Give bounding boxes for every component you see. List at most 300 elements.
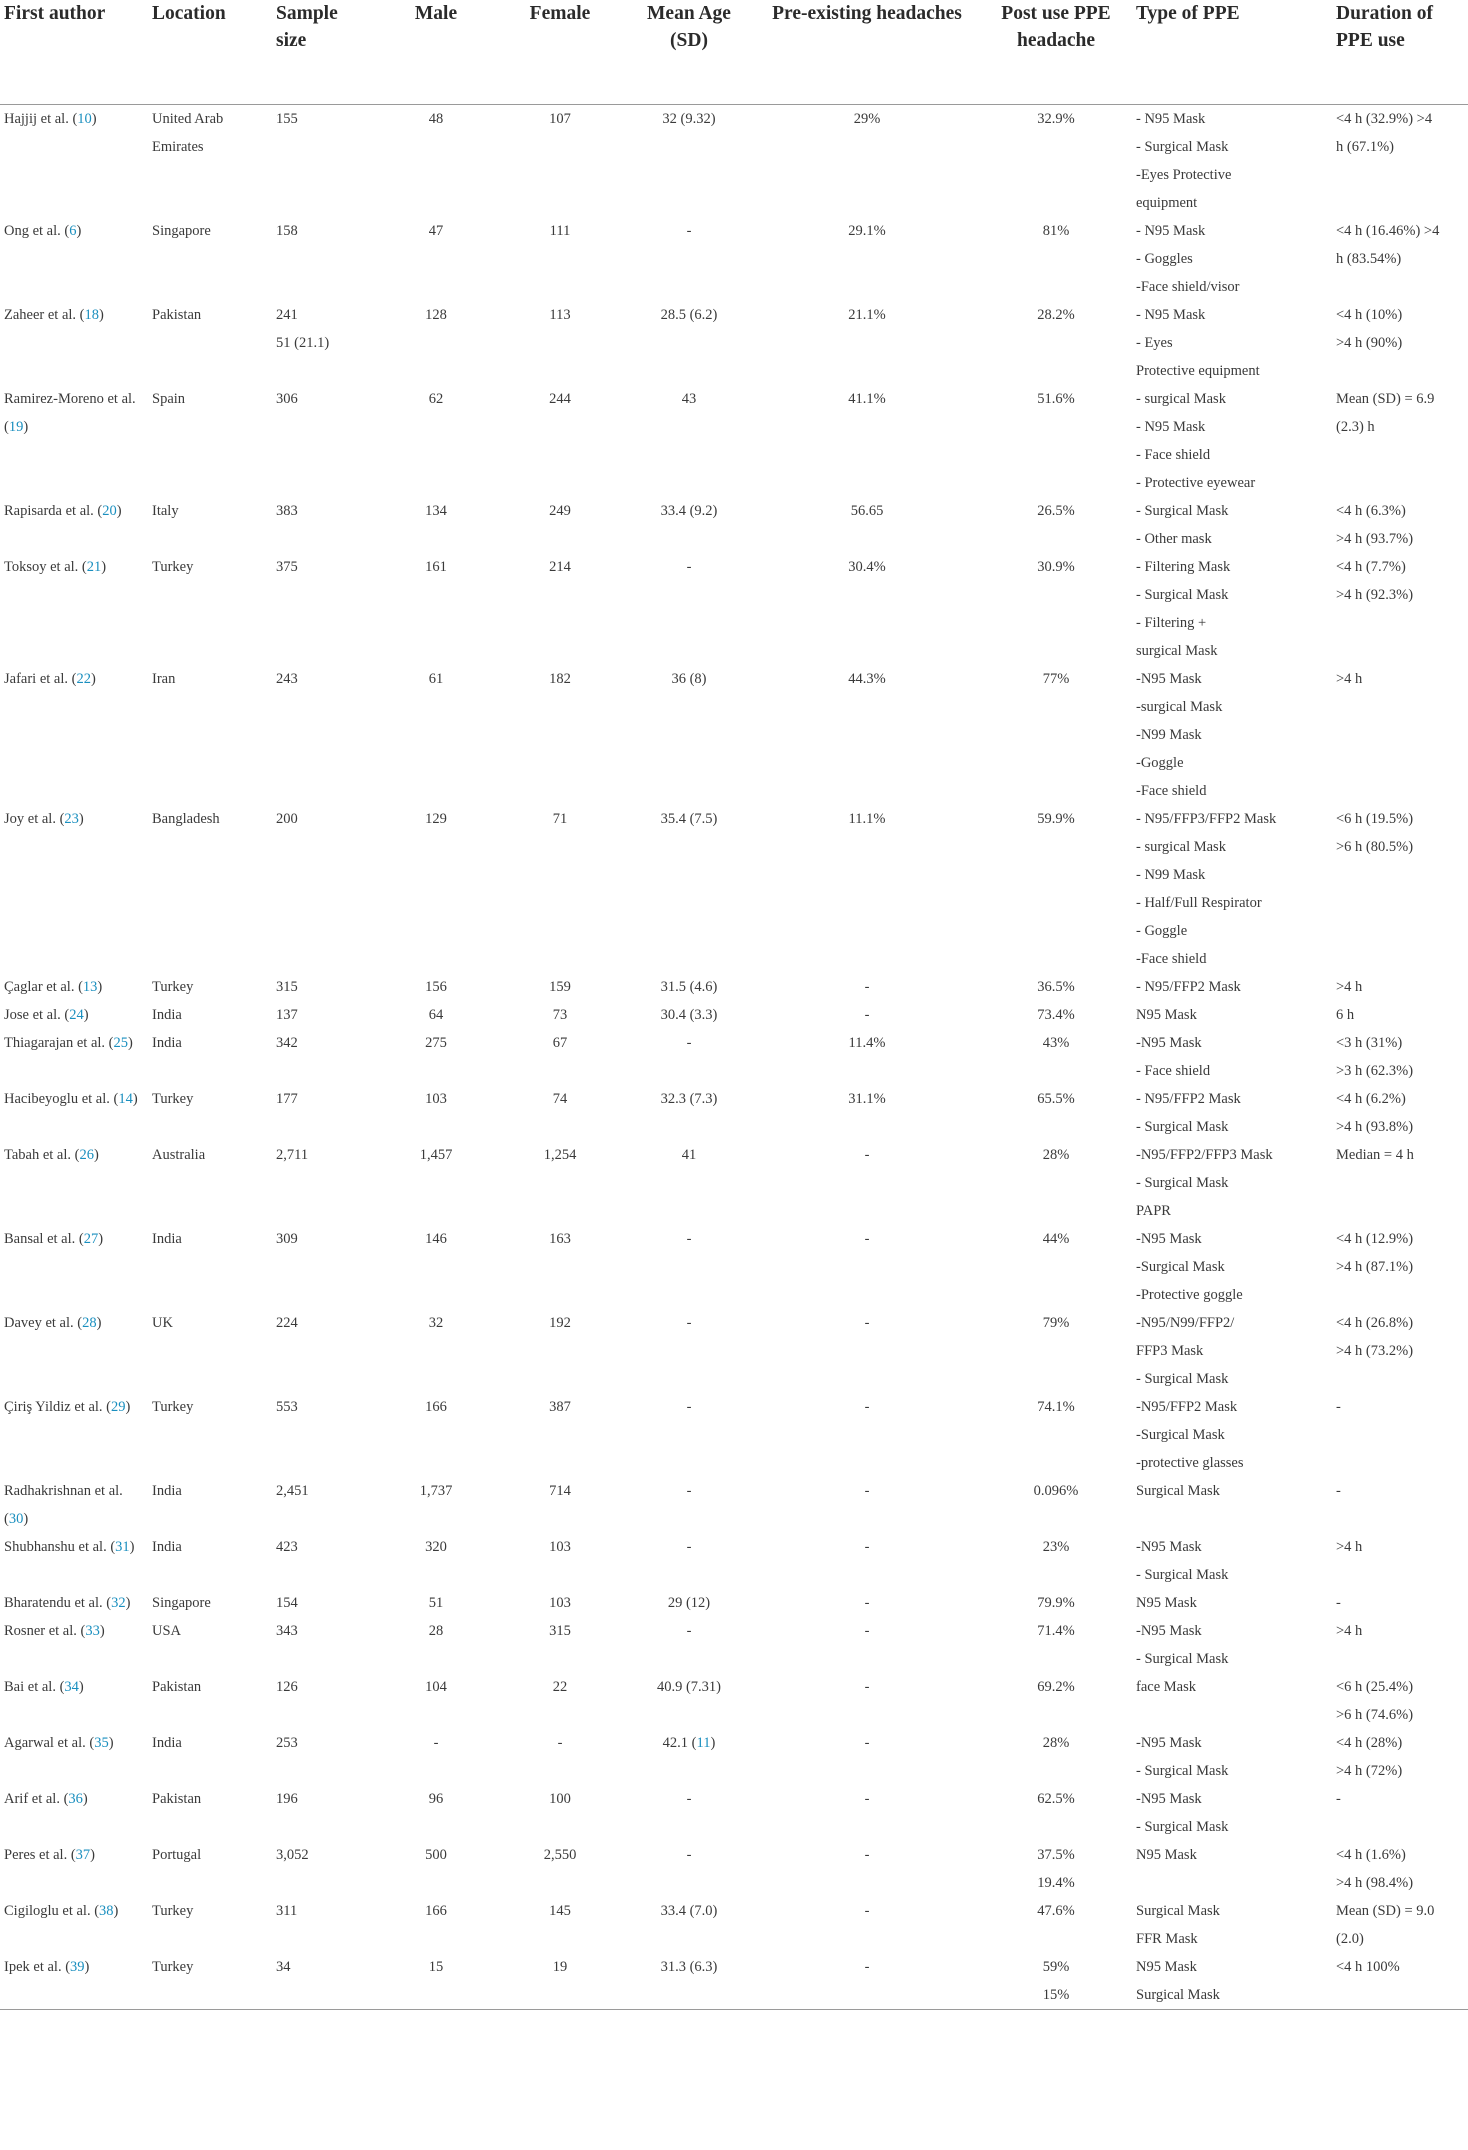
cell-duration bbox=[1332, 1729, 1468, 1785]
reference-link[interactable]: 39 bbox=[70, 1958, 85, 1975]
sample-value: 311 bbox=[276, 1902, 298, 1919]
reference-link[interactable]: 36 bbox=[68, 1790, 83, 1807]
cell-post-use bbox=[980, 1477, 1132, 1533]
ppe-item: - N95/FFP2 Mask bbox=[1136, 1090, 1241, 1107]
cell-location: India bbox=[152, 1482, 182, 1499]
ppe-item: N95 Mask bbox=[1136, 1958, 1197, 1975]
sample-value: 126 bbox=[276, 1678, 298, 1695]
cell-pre-existing: - bbox=[864, 1902, 870, 1919]
reference-link[interactable]: 11 bbox=[696, 1734, 711, 1751]
cell-post-use bbox=[980, 1785, 1132, 1841]
cell-type-of-ppe bbox=[1132, 1029, 1332, 1085]
sample-value: 137 bbox=[276, 1006, 298, 1023]
cell-post-use bbox=[980, 1729, 1132, 1785]
reference-link[interactable]: 33 bbox=[85, 1622, 100, 1639]
cell-male: 48 bbox=[428, 110, 444, 127]
reference-link[interactable]: 37 bbox=[75, 1846, 91, 1863]
cell-type-of-ppe bbox=[1132, 973, 1332, 1001]
table-row bbox=[0, 104, 1468, 217]
cell-male: 47 bbox=[428, 222, 444, 239]
ppe-item: - Surgical Mask bbox=[1136, 502, 1229, 519]
sample-value: 2,451 bbox=[276, 1482, 309, 1499]
cell-first-author bbox=[0, 805, 148, 973]
cell-duration bbox=[1332, 1841, 1468, 1897]
cell-pre-existing: - bbox=[864, 1594, 870, 1611]
author-paren: ) bbox=[90, 670, 96, 687]
cell-sample-size bbox=[272, 497, 376, 553]
header-type-of-ppe: Type of PPE bbox=[1132, 0, 1332, 104]
reference-link[interactable]: 34 bbox=[64, 1678, 79, 1695]
post-value: 32.9% bbox=[1037, 110, 1075, 127]
cell-female: 249 bbox=[549, 502, 571, 519]
duration-item: >6 h (80.5%) bbox=[1336, 838, 1414, 855]
ppe-item: - Surgical Mask bbox=[1136, 138, 1229, 155]
reference-link[interactable]: 28 bbox=[82, 1314, 97, 1331]
cell-sample-size bbox=[272, 553, 376, 665]
cell-mean-age: - bbox=[686, 1034, 692, 1051]
cell-male: 62 bbox=[428, 390, 444, 407]
cell-location: Portugal bbox=[152, 1846, 202, 1863]
cell-female: 103 bbox=[549, 1594, 571, 1611]
table-row bbox=[0, 1841, 1468, 1897]
duration-item: <4 h (6.2%) bbox=[1336, 1090, 1406, 1107]
reference-link[interactable]: 18 bbox=[84, 306, 100, 323]
cell-male: 500 bbox=[425, 1846, 447, 1863]
cell-duration bbox=[1332, 1393, 1468, 1477]
duration-item: - bbox=[1336, 1594, 1341, 1611]
cell-first-author bbox=[0, 1589, 148, 1617]
cell-pre-existing: 30.4% bbox=[848, 558, 886, 575]
ppe-item: - Surgical Mask bbox=[1136, 1650, 1229, 1667]
author-paren: ) bbox=[99, 1622, 105, 1639]
cell-mean-age: 43 bbox=[681, 390, 697, 407]
table-row bbox=[0, 973, 1468, 1001]
ppe-item: -Face shield bbox=[1136, 782, 1207, 799]
post-value: 28% bbox=[1042, 1734, 1070, 1751]
cell-male: - bbox=[433, 1734, 439, 1751]
ppe-item: - N95/FFP3/FFP2 Mask bbox=[1136, 810, 1277, 827]
ppe-item: PAPR bbox=[1136, 1202, 1171, 1219]
table-row bbox=[0, 1729, 1468, 1785]
ppe-item: N95 Mask bbox=[1136, 1006, 1197, 1023]
sample-value: 342 bbox=[276, 1034, 298, 1051]
sample-value: 315 bbox=[276, 978, 298, 995]
cell-location: United Arab Emirates bbox=[152, 110, 224, 155]
cell-type-of-ppe bbox=[1132, 1617, 1332, 1673]
cell-first-author bbox=[0, 1477, 148, 1533]
cell-duration bbox=[1332, 805, 1468, 973]
cell-post-use bbox=[980, 104, 1132, 217]
reference-link[interactable]: 14 bbox=[118, 1090, 133, 1107]
duration-item: <4 h (12.9%) bbox=[1336, 1230, 1414, 1247]
duration-item: >4 h (87.1%) bbox=[1336, 1258, 1414, 1275]
duration-item: <4 h (26.8%) bbox=[1336, 1314, 1414, 1331]
cell-location: Turkey bbox=[152, 1398, 194, 1415]
cell-female: 387 bbox=[549, 1398, 571, 1415]
cell-pre-existing: 29% bbox=[853, 110, 881, 127]
cell-first-author bbox=[0, 1001, 148, 1029]
cell-male: 1,457 bbox=[419, 1146, 453, 1163]
reference-link[interactable]: 25 bbox=[113, 1034, 128, 1051]
duration-item: 6 h bbox=[1336, 1006, 1355, 1023]
ppe-item: -Face shield/visor bbox=[1136, 278, 1240, 295]
cell-male: 320 bbox=[425, 1538, 447, 1555]
cell-pre-existing: 31.1% bbox=[848, 1090, 886, 1107]
cell-location: Bangladesh bbox=[152, 810, 220, 827]
author-paren: ) bbox=[23, 1510, 29, 1527]
cell-location: India bbox=[152, 1734, 182, 1751]
post-value: 77% bbox=[1042, 670, 1070, 687]
reference-link[interactable]: 27 bbox=[83, 1230, 99, 1247]
cell-type-of-ppe bbox=[1132, 385, 1332, 497]
cell-pre-existing: 29.1% bbox=[848, 222, 886, 239]
cell-location: Pakistan bbox=[152, 1790, 202, 1807]
cell-first-author bbox=[0, 1085, 148, 1141]
cell-mean-age: 41 bbox=[681, 1146, 697, 1163]
duration-item: - bbox=[1336, 1790, 1341, 1807]
duration-item: <4 h (16.46%) >4 bbox=[1336, 222, 1440, 239]
author-name: Ipek et al. ( bbox=[4, 1958, 71, 1975]
cell-male: 32 bbox=[428, 1314, 444, 1331]
cell-sample-size bbox=[272, 1085, 376, 1141]
cell-mean-age: 35.4 (7.5) bbox=[660, 810, 718, 827]
author-name: Jafari et al. ( bbox=[4, 670, 77, 687]
author-paren: ) bbox=[116, 502, 122, 519]
cell-first-author bbox=[0, 1225, 148, 1309]
cell-sample-size bbox=[272, 1785, 376, 1841]
reference-link[interactable]: 19 bbox=[8, 418, 24, 435]
cell-pre-existing: 21.1% bbox=[848, 306, 886, 323]
cell-sample-size bbox=[272, 665, 376, 805]
cell-female: 100 bbox=[549, 1790, 571, 1807]
cell-duration bbox=[1332, 217, 1468, 301]
cell-sample-size bbox=[272, 1897, 376, 1953]
cell-pre-existing: 56.65 bbox=[850, 502, 884, 519]
cell-male: 166 bbox=[425, 1398, 447, 1415]
duration-item: <4 h 100% bbox=[1336, 1958, 1400, 1975]
cell-female: 182 bbox=[549, 670, 571, 687]
reference-link[interactable]: 20 bbox=[102, 502, 117, 519]
cell-sample-size bbox=[272, 1617, 376, 1673]
post-value: 43% bbox=[1042, 1034, 1070, 1051]
cell-duration bbox=[1332, 1477, 1468, 1533]
duration-item: >4 h bbox=[1336, 1538, 1363, 1555]
ppe-item: face Mask bbox=[1136, 1678, 1196, 1695]
cell-duration bbox=[1332, 301, 1468, 385]
cell-first-author bbox=[0, 1673, 148, 1729]
cell-location: Turkey bbox=[152, 558, 194, 575]
ppe-item: Protective equipment bbox=[1136, 362, 1260, 379]
ppe-item: -N99 Mask bbox=[1136, 726, 1202, 743]
cell-first-author bbox=[0, 1141, 148, 1225]
header-female: Female bbox=[496, 0, 624, 104]
cell-post-use bbox=[980, 497, 1132, 553]
duration-item: <4 h (10%) bbox=[1336, 306, 1403, 323]
cell-mean-age: - bbox=[686, 1482, 692, 1499]
post-value: 74.1% bbox=[1037, 1398, 1075, 1415]
post-value: 69.2% bbox=[1037, 1678, 1075, 1695]
reference-link[interactable]: 26 bbox=[79, 1146, 94, 1163]
cell-female: 67 bbox=[552, 1034, 568, 1051]
cell-sample-size bbox=[272, 1673, 376, 1729]
author-name: Cigiloglu et al. ( bbox=[4, 1902, 100, 1919]
ppe-item: FFR Mask bbox=[1136, 1930, 1198, 1947]
cell-pre-existing: - bbox=[754, 1953, 980, 2010]
cell-male: 134 bbox=[425, 502, 447, 519]
reference-link[interactable]: 29 bbox=[111, 1398, 126, 1415]
cell-post-use bbox=[980, 1589, 1132, 1617]
cell-first-author bbox=[0, 1953, 148, 2010]
cell-type-of-ppe bbox=[1132, 1533, 1332, 1589]
cell-sample-size bbox=[272, 1953, 376, 2010]
cell-sample-size bbox=[272, 1029, 376, 1085]
reference-link[interactable]: 35 bbox=[94, 1734, 109, 1751]
sample-value: 158 bbox=[276, 222, 298, 239]
reference-link[interactable]: 30 bbox=[8, 1510, 24, 1527]
reference-link[interactable]: 21 bbox=[86, 558, 102, 575]
author-name: Arif et al. ( bbox=[4, 1790, 69, 1807]
cell-first-author bbox=[0, 1309, 148, 1393]
cell-post-use bbox=[980, 1617, 1132, 1673]
cell-duration bbox=[1332, 104, 1468, 217]
author-name: Bharatendu et al. ( bbox=[4, 1594, 112, 1611]
sample-value: 253 bbox=[276, 1734, 298, 1751]
author-name: Bansal et al. ( bbox=[4, 1230, 84, 1247]
cell-mean-age: - bbox=[686, 1538, 692, 1555]
table-row bbox=[0, 1953, 1468, 2010]
cell-female: 19 bbox=[496, 1953, 624, 2010]
header-sample-size: Sample size bbox=[272, 0, 376, 104]
duration-item: >4 h (98.4%) bbox=[1336, 1874, 1414, 1891]
header-duration: Duration of PPE use bbox=[1332, 0, 1468, 104]
age-value: 42.1 ( bbox=[662, 1734, 697, 1751]
author-name: Ramirez-Moreno et al. ( bbox=[4, 390, 136, 435]
cell-type-of-ppe bbox=[1132, 217, 1332, 301]
cell-location: USA bbox=[152, 1622, 182, 1639]
duration-item: Mean (SD) = 9.0 bbox=[1336, 1902, 1435, 1919]
author-paren: ) bbox=[98, 1230, 104, 1247]
cell-male: 51 bbox=[428, 1594, 444, 1611]
cell-post-use bbox=[980, 1001, 1132, 1029]
cell-type-of-ppe bbox=[1132, 1841, 1332, 1897]
ppe-item: -N95/N99/FFP2/ bbox=[1136, 1314, 1235, 1331]
cell-sample-size bbox=[272, 1841, 376, 1897]
author-paren: ) bbox=[101, 558, 107, 575]
cell-location: Pakistan bbox=[152, 1678, 202, 1695]
ppe-item: -N95 Mask bbox=[1136, 1230, 1202, 1247]
cell-first-author bbox=[0, 385, 148, 497]
cell-first-author bbox=[0, 1897, 148, 1953]
reference-link[interactable]: 6 bbox=[69, 222, 77, 239]
author-name: Shubhanshu et al. ( bbox=[4, 1538, 116, 1555]
author-name: Ong et al. ( bbox=[4, 222, 70, 239]
ppe-item: -Surgical Mask bbox=[1136, 1426, 1225, 1443]
duration-item: <4 h (7.7%) bbox=[1336, 558, 1406, 575]
duration-item: - bbox=[1336, 1398, 1341, 1415]
cell-mean-age: 40.9 (7.31) bbox=[656, 1678, 722, 1695]
author-paren: ) bbox=[128, 1034, 133, 1051]
sample-value: 423 bbox=[276, 1538, 298, 1555]
cell-first-author bbox=[0, 665, 148, 805]
duration-item: >4 h (73.2%) bbox=[1336, 1342, 1414, 1359]
post-value: 19.4% bbox=[1037, 1874, 1075, 1891]
cell-mean-age: 32.3 (7.3) bbox=[660, 1090, 718, 1107]
cell-first-author bbox=[0, 1729, 148, 1785]
reference-link[interactable]: 23 bbox=[64, 810, 79, 827]
ppe-item: - N95/FFP2 Mask bbox=[1136, 978, 1241, 995]
duration-item: <4 h (32.9%) >4 bbox=[1336, 110, 1433, 127]
ppe-item: - Protective eyewear bbox=[1136, 474, 1256, 491]
cell-male: 275 bbox=[425, 1034, 447, 1051]
reference-link[interactable]: 22 bbox=[76, 670, 91, 687]
cell-location: Turkey bbox=[152, 1090, 194, 1107]
cell-type-of-ppe bbox=[1132, 665, 1332, 805]
cell-male: 64 bbox=[428, 1006, 444, 1023]
ppe-item: -N95 Mask bbox=[1136, 1538, 1202, 1555]
cell-location: Spain bbox=[152, 390, 186, 407]
ppe-item: - Eyes bbox=[1136, 334, 1173, 351]
author-paren: ) bbox=[96, 1314, 102, 1331]
cell-type-of-ppe bbox=[1132, 805, 1332, 973]
ppe-item: - N95 Mask bbox=[1136, 110, 1206, 127]
ppe-item: - Other mask bbox=[1136, 530, 1212, 547]
cell-male: 104 bbox=[425, 1678, 447, 1695]
ppe-item: FFP3 Mask bbox=[1136, 1342, 1204, 1359]
author-name: Çiriş Yildiz et al. ( bbox=[4, 1398, 111, 1415]
header-pre-existing-headaches: Pre-existing headaches bbox=[754, 0, 980, 104]
cell-type-of-ppe bbox=[1132, 1001, 1332, 1029]
ppe-item: -N95 Mask bbox=[1136, 1734, 1202, 1751]
ppe-item: - Half/Full Respirator bbox=[1136, 894, 1262, 911]
cell-male: 146 bbox=[425, 1230, 447, 1247]
ppe-item: - surgical Mask bbox=[1136, 838, 1226, 855]
author-paren: ) bbox=[78, 810, 84, 827]
table-row bbox=[0, 1897, 1468, 1953]
ppe-item: - N95 Mask bbox=[1136, 306, 1206, 323]
cell-female: 714 bbox=[549, 1482, 571, 1499]
ppe-item: -N95 Mask bbox=[1136, 1622, 1202, 1639]
duration-item: >4 h (93.7%) bbox=[1336, 530, 1414, 547]
author-paren: ) bbox=[76, 222, 82, 239]
post-value: 0.096% bbox=[1033, 1482, 1079, 1499]
cell-female: 159 bbox=[549, 978, 571, 995]
ppe-item: - N95 Mask bbox=[1136, 418, 1206, 435]
cell-mean-age: 32 (9.32) bbox=[662, 110, 716, 127]
table-body bbox=[0, 104, 1468, 2009]
reference-link[interactable]: 24 bbox=[69, 1006, 84, 1023]
post-value: 15% bbox=[1042, 1986, 1070, 2003]
reference-link[interactable]: 32 bbox=[111, 1594, 126, 1611]
duration-item: <4 h (28%) bbox=[1336, 1734, 1403, 1751]
cell-type-of-ppe bbox=[1132, 301, 1332, 385]
reference-link[interactable]: 13 bbox=[82, 978, 98, 995]
duration-item: >4 h bbox=[1336, 978, 1363, 995]
duration-item: - bbox=[1336, 1482, 1341, 1499]
cell-sample-size bbox=[272, 385, 376, 497]
author-name: Hajjij et al. ( bbox=[4, 110, 78, 127]
cell-location: Iran bbox=[152, 670, 176, 687]
cell-pre-existing: - bbox=[864, 1678, 870, 1695]
ppe-item: -N95 Mask bbox=[1136, 670, 1202, 687]
cell-post-use bbox=[980, 1897, 1132, 1953]
cell-post-use bbox=[980, 1141, 1132, 1225]
ppe-item: -N95/FFP2/FFP3 Mask bbox=[1136, 1146, 1273, 1163]
cell-duration bbox=[1332, 1617, 1468, 1673]
cell-sample-size bbox=[272, 1309, 376, 1393]
cell-male: 161 bbox=[425, 558, 447, 575]
author-name: Hacibeyoglu et al. ( bbox=[4, 1090, 119, 1107]
cell-pre-existing: - bbox=[864, 1398, 870, 1415]
cell-location: Turkey bbox=[152, 1902, 194, 1919]
sample-value: 375 bbox=[276, 558, 298, 575]
cell-male: 103 bbox=[425, 1090, 447, 1107]
post-value: 36.5% bbox=[1037, 978, 1075, 995]
post-value: 65.5% bbox=[1037, 1090, 1075, 1107]
table-row bbox=[0, 1589, 1468, 1617]
post-value: 28% bbox=[1042, 1146, 1070, 1163]
cell-first-author bbox=[0, 1617, 148, 1673]
cell-first-author bbox=[0, 104, 148, 217]
table-row bbox=[0, 1085, 1468, 1141]
sample-value: 196 bbox=[276, 1790, 298, 1807]
ppe-item: - Surgical Mask bbox=[1136, 586, 1229, 603]
cell-mean-age: - bbox=[686, 1398, 692, 1415]
cell-female: 103 bbox=[549, 1538, 571, 1555]
cell-pre-existing: - bbox=[864, 1734, 870, 1751]
cell-pre-existing: - bbox=[864, 1790, 870, 1807]
cell-post-use bbox=[980, 385, 1132, 497]
duration-item: <3 h (31%) bbox=[1336, 1034, 1403, 1051]
cell-location: Singapore bbox=[152, 1594, 211, 1611]
author-name: Davey et al. ( bbox=[4, 1314, 83, 1331]
reference-link[interactable]: 10 bbox=[77, 110, 92, 127]
table-row bbox=[0, 1785, 1468, 1841]
author-name: Zaheer et al. ( bbox=[4, 306, 85, 323]
cell-location: Turkey bbox=[148, 1953, 272, 2010]
author-paren: ) bbox=[84, 1958, 90, 1975]
cell-pre-existing: 41.1% bbox=[848, 390, 886, 407]
table-row bbox=[0, 1533, 1468, 1589]
cell-duration bbox=[1332, 1897, 1468, 1953]
author-paren: ) bbox=[125, 1594, 131, 1611]
cell-female: - bbox=[557, 1734, 563, 1751]
author-paren: ) bbox=[99, 306, 104, 323]
cell-sample-size bbox=[272, 1533, 376, 1589]
cell-sample-size bbox=[272, 1141, 376, 1225]
sample-value: 2,711 bbox=[276, 1146, 309, 1163]
cell-female: 244 bbox=[549, 390, 571, 407]
author-paren: ) bbox=[129, 1538, 135, 1555]
reference-link[interactable]: 31 bbox=[115, 1538, 130, 1555]
duration-item: >3 h (62.3%) bbox=[1336, 1062, 1414, 1079]
author-paren: ) bbox=[23, 418, 29, 435]
cell-post-use bbox=[980, 553, 1132, 665]
reference-link[interactable]: 38 bbox=[99, 1902, 114, 1919]
cell-sample-size bbox=[272, 1477, 376, 1533]
cell-duration bbox=[1332, 1225, 1468, 1309]
cell-type-of-ppe bbox=[1132, 1897, 1332, 1953]
cell-sample-size bbox=[272, 1589, 376, 1617]
post-value: 47.6% bbox=[1037, 1902, 1075, 1919]
author-name: Joy et al. ( bbox=[4, 810, 65, 827]
cell-type-of-ppe bbox=[1132, 1393, 1332, 1477]
post-value: 79.9% bbox=[1037, 1594, 1075, 1611]
table-row bbox=[0, 497, 1468, 553]
header-location: Location bbox=[148, 0, 272, 104]
ppe-item: -N95/FFP2 Mask bbox=[1136, 1398, 1238, 1415]
ppe-item: -Face shield bbox=[1136, 950, 1207, 967]
cell-post-use bbox=[980, 973, 1132, 1001]
